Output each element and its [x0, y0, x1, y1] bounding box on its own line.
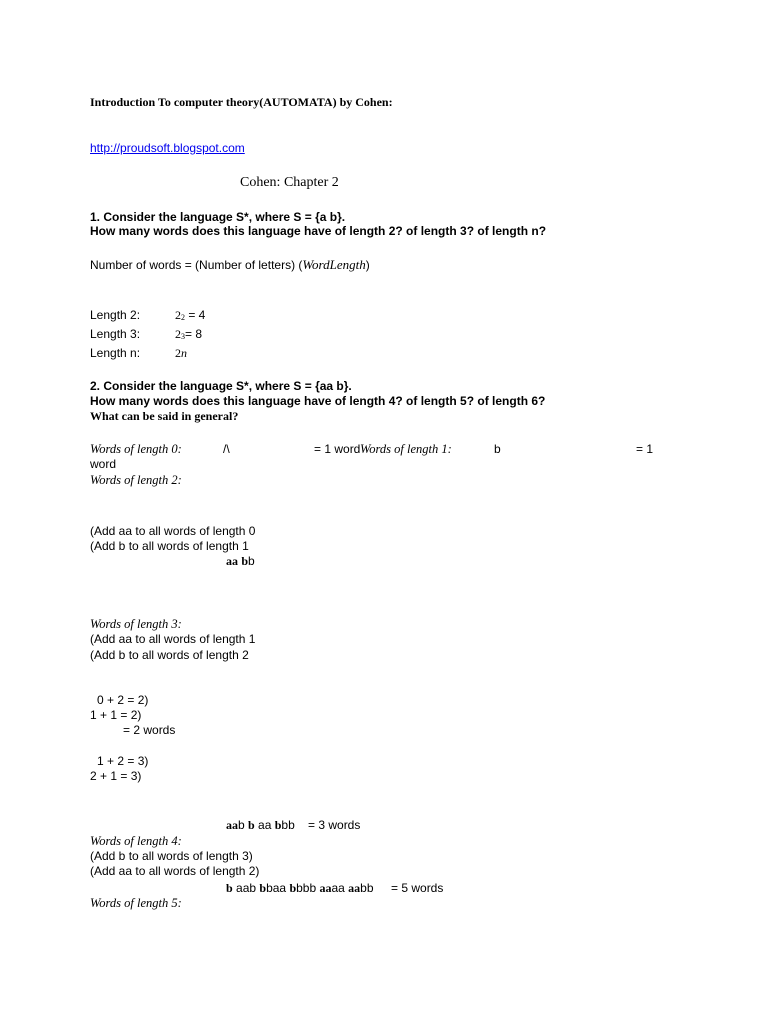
wl5-label: Words of length 5: — [90, 896, 182, 910]
q1-formula — [90, 258, 370, 272]
q2-line1: 2. Consider the language S*, where S = {aa b}. — [90, 379, 352, 393]
wl3-label: Words of length 3: — [90, 617, 182, 631]
wl1-count-wrap: word — [90, 457, 117, 471]
q2-line2: How many words does this language have of length 4? of length 5? of length 6? — [90, 394, 546, 408]
wl0-word: /\ — [223, 442, 230, 456]
wl1-count: = 1 — [636, 442, 654, 456]
wl2-note2: (Add b to all words of length 1 — [90, 539, 249, 553]
length3-base: 2 — [175, 327, 181, 341]
wl3-w2: b — [238, 818, 249, 832]
wl3-w5: b — [274, 818, 282, 832]
length3-value — [175, 327, 202, 344]
wl4-w6: bbb — [296, 881, 320, 895]
length2-result: = 4 — [185, 308, 206, 322]
wl2-word-b-bold: b — [241, 554, 249, 568]
blog-link[interactable]: http://proudsoft.blogspot.com — [90, 141, 245, 155]
wl1-word: b — [494, 442, 501, 456]
lengthn-value — [175, 346, 187, 360]
wl3-note2: (Add b to all words of length 2 — [90, 648, 249, 662]
calc-5: 2 + 1 = 3) — [90, 769, 142, 783]
wl3-w3: b — [248, 818, 255, 832]
wl4-w7: aa — [319, 881, 332, 895]
length2-label: Length 2: — [90, 308, 141, 322]
length2-exp: 2 — [181, 313, 185, 322]
wl3-w1: aa — [226, 818, 238, 832]
wl2-word-aa: aa — [226, 554, 238, 568]
wl4-w2: aab — [232, 881, 260, 895]
chapter-heading: Cohen: Chapter 2 — [240, 175, 339, 190]
wl2-word-b: b — [248, 554, 255, 568]
wl3-w6: bb — [281, 818, 295, 832]
wl3-words — [226, 818, 295, 832]
wl4-words — [226, 881, 374, 895]
wl4-w8: aa — [331, 881, 349, 895]
wl2-label: Words of length 2: — [90, 473, 182, 487]
length3-result: = 8 — [185, 327, 203, 341]
wl0-label: Words of length 0: — [90, 442, 182, 456]
length3-label: Length 3: — [90, 327, 141, 341]
wl3-note1: (Add aa to all words of length 1 — [90, 632, 256, 646]
formula-suffix: ) — [365, 258, 370, 272]
wl2-note1: (Add aa to all words of length 0 — [90, 524, 256, 538]
wl4-note2: (Add aa to all words of length 2) — [90, 864, 260, 878]
wl4-w5: b — [289, 881, 297, 895]
wl4-w4: baa — [266, 881, 290, 895]
calc-4: 1 + 2 = 3) — [97, 754, 149, 768]
wl4-note1: (Add b to all words of length 3) — [90, 849, 253, 863]
q1-line1: 1. Consider the language S*, where S = {a b}. — [90, 210, 346, 224]
wl2-words — [226, 554, 255, 568]
q2-line3: What can be said in general? — [90, 409, 239, 423]
wl3-count: = 3 words — [308, 818, 361, 832]
wl0-count: = 1 word — [314, 442, 361, 456]
wl4-w9: aa — [348, 881, 361, 895]
wl4-w1: b — [226, 881, 233, 895]
length3-exp: 3 — [181, 332, 185, 341]
lengthn-base: 2 — [175, 346, 181, 360]
wl4-count: = 5 words — [391, 881, 444, 895]
calc-3: = 2 words — [123, 723, 176, 737]
calc-1: 0 + 2 = 2) — [97, 693, 149, 707]
q1-line2: How many words does this language have of length 2? of length 3? of length n? — [90, 224, 547, 238]
wl4-w10: bb — [360, 881, 374, 895]
calc-2: 1 + 1 = 2) — [90, 708, 142, 722]
wl1-label: Words of length 1: — [360, 442, 452, 456]
wl4-label: Words of length 4: — [90, 834, 182, 848]
lengthn-exp: n — [181, 346, 187, 360]
formula-italic: WordLength — [302, 257, 366, 272]
wl3-w4: aa — [258, 818, 275, 832]
length2-base: 2 — [175, 308, 181, 322]
document-title: Introduction To computer theory(AUTOMATA) by Cohen: — [90, 95, 393, 109]
length2-value — [175, 308, 205, 325]
wl4-w3: b — [259, 881, 267, 895]
lengthn-label: Length n: — [90, 346, 141, 360]
formula-prefix: Number of words = (Number of letters) ( — [90, 258, 303, 272]
